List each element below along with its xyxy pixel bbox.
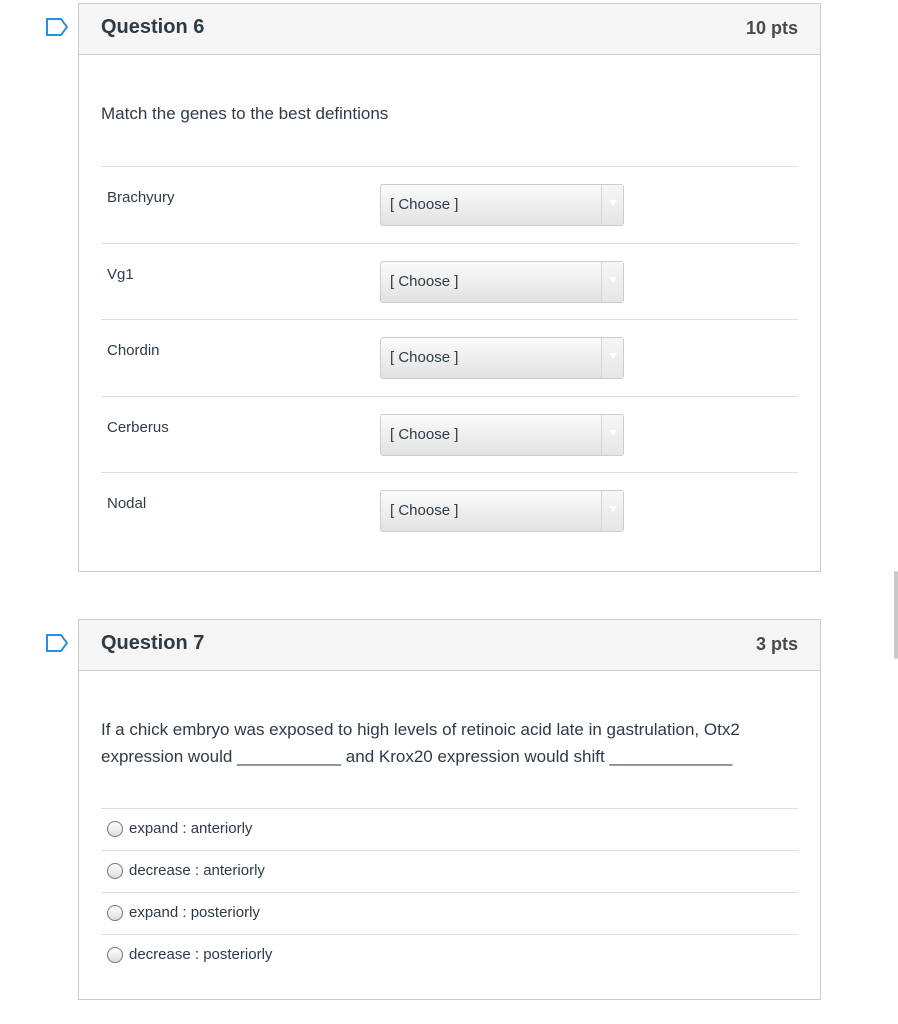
radio-button-icon[interactable] [107,863,123,879]
answer-option[interactable] [101,934,798,976]
match-list [101,166,798,549]
select-value: [ Choose ] [390,349,459,366]
select-value: [ Choose ] [390,502,459,519]
answer-option[interactable] [101,892,798,934]
answer-label[interactable]: decrease : anteriorly [129,862,265,879]
match-label: Vg1 [107,265,134,283]
select-value: [ Choose ] [390,425,459,443]
match-select-nodal[interactable] [380,490,624,532]
match-row [101,472,798,549]
match-row [101,243,798,320]
match-select-chordin[interactable] [380,337,624,379]
question-7-text: If a chick embryo was exposed to high levels of retinoic acid late in gastrulation, Otx2 expression would ___________ and Krox20 expression would shift _____________ [101,720,740,766]
question-7-points: 3 pts [755,634,798,654]
match-label: Cerberus [107,418,169,436]
question-7-card [78,619,821,1000]
radio-button-icon[interactable] [107,905,123,921]
question-6-header [79,4,820,55]
radio-button-icon[interactable] [107,947,123,963]
match-row [101,166,798,243]
match-label: Chordin [107,342,160,359]
question-6-card [78,3,821,572]
answer-label[interactable]: expand : anteriorly [129,820,253,837]
match-label: Nodal [107,495,147,512]
answer-label[interactable]: expand : posteriorly [129,904,260,921]
chevron-down-icon [601,338,623,378]
question-6-points: 10 pts [745,18,798,38]
answer-list [101,808,798,976]
match-select-vg1[interactable] [380,261,624,303]
chevron-down-icon [601,185,623,225]
flag-question-7-icon[interactable] [45,633,69,653]
question-6-title: Question 6 [101,16,205,38]
question-6-text: Match the genes to the best defintions [101,104,389,123]
match-select-brachyury[interactable] [380,184,624,226]
select-value: [ Choose ] [390,272,459,290]
answer-option[interactable] [101,850,798,892]
scrollbar[interactable] [894,571,898,659]
match-select-cerberus[interactable] [380,414,624,456]
chevron-down-icon [601,491,623,531]
match-row [101,319,798,396]
match-label: Brachyury [107,189,175,206]
chevron-down-icon [601,262,623,302]
flag-question-6-icon[interactable] [45,17,69,37]
answer-label[interactable]: decrease : posteriorly [129,946,273,963]
radio-button-icon[interactable] [107,821,123,837]
select-value: [ Choose ] [390,196,459,213]
question-7-header [79,620,820,671]
chevron-down-icon [601,415,623,455]
answer-option[interactable] [101,808,798,850]
match-row [101,396,798,473]
question-7-title: Question 7 [101,632,205,654]
